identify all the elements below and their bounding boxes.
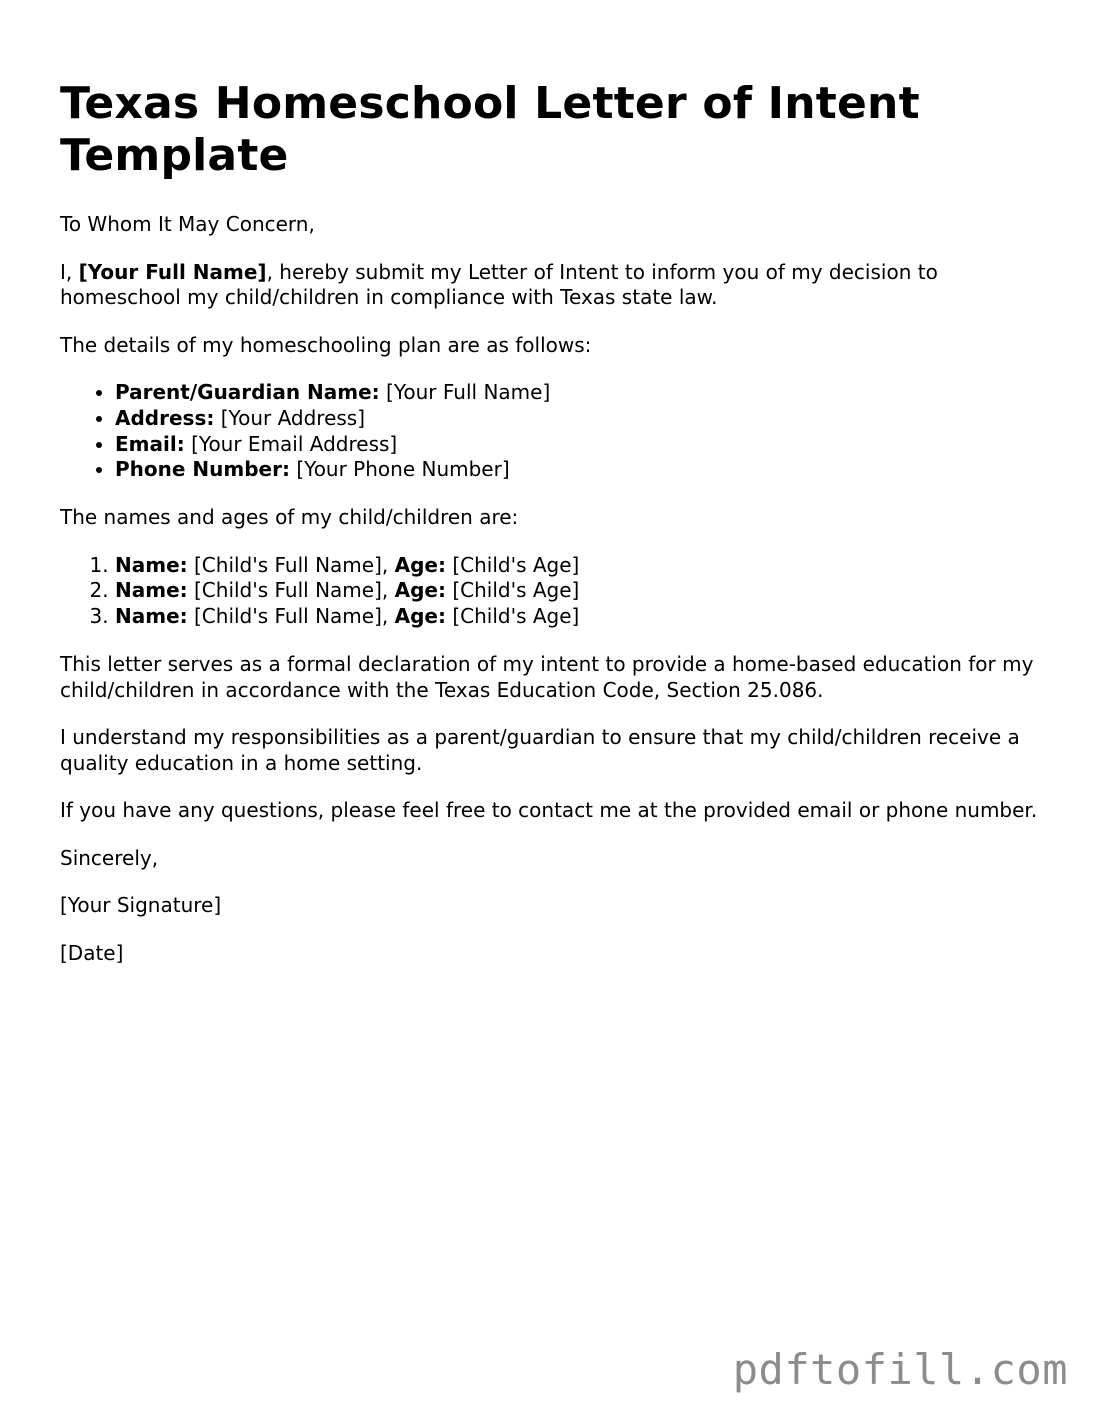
- detail-label: Email:: [115, 431, 185, 456]
- child-age-label: Age:: [394, 552, 446, 577]
- detail-item-parent-name: [115, 380, 1050, 406]
- detail-value: [Your Email Address]: [184, 431, 398, 456]
- child-name-value: [Child's Full Name],: [187, 552, 395, 577]
- contact-paragraph: If you have any questions, please feel free to contact me at the provided email or phone number.: [60, 798, 1038, 823]
- intro-prefix: I,: [60, 259, 79, 284]
- details-list: [60, 380, 1050, 483]
- salutation: To Whom It May Concern,: [60, 212, 315, 236]
- detail-value: [Your Full Name]: [379, 380, 551, 404]
- child-age-label: Age:: [394, 578, 446, 603]
- intro-suffix: , hereby submit my Letter of Intent to inform you of my decision to homeschool my child/children in compliance with Texas state law.: [60, 259, 938, 309]
- children-intro: The names and ages of my child/children are:: [60, 505, 519, 530]
- children-list: [60, 553, 1050, 630]
- child-age-value: [Child's Age]: [445, 552, 580, 577]
- intro-name-placeholder: [Your Full Name]: [78, 259, 267, 284]
- signature-placeholder: [Your Signature]: [60, 893, 222, 918]
- date-placeholder: [Date]: [60, 940, 124, 965]
- child-name-label: Name:: [115, 604, 188, 629]
- child-item: [115, 553, 1050, 579]
- closing: Sincerely,: [60, 845, 159, 870]
- responsibilities-paragraph: I understand my responsibilities as a parent/guardian to ensure that my child/children receive a quality education in a home setting.: [60, 725, 1020, 775]
- child-name-label: Name:: [115, 552, 188, 577]
- detail-value: [Your Phone Number]: [289, 457, 510, 482]
- details-intro: The details of my homeschooling plan are as follows:: [60, 332, 592, 357]
- document-title: Texas Homeschool Letter of Intent Template: [60, 78, 920, 181]
- detail-item-phone: [115, 457, 1050, 483]
- child-name-label: Name:: [115, 578, 188, 603]
- intro-paragraph: [60, 260, 1050, 311]
- detail-item-email: [115, 432, 1050, 458]
- child-age-value: [Child's Age]: [445, 578, 580, 603]
- declaration-paragraph: This letter serves as a formal declaration of my intent to provide a home-based education for my child/children in accordance with the Texas Education Code, Section 25.086.: [60, 652, 1034, 702]
- detail-label: Address:: [115, 405, 215, 430]
- child-item: [115, 578, 1050, 604]
- child-age-label: Age:: [394, 604, 446, 629]
- watermark-logo: pdftofill.com: [732, 1345, 1068, 1394]
- child-name-value: [Child's Full Name],: [187, 578, 395, 603]
- letter-page: [60, 78, 1050, 966]
- detail-value: [Your Address]: [214, 405, 366, 430]
- detail-label: Parent/Guardian Name:: [115, 380, 380, 404]
- child-name-value: [Child's Full Name],: [187, 604, 395, 629]
- detail-item-address: [115, 406, 1050, 432]
- child-item: [115, 604, 1050, 630]
- child-age-value: [Child's Age]: [445, 604, 580, 629]
- detail-label: Phone Number:: [115, 457, 290, 482]
